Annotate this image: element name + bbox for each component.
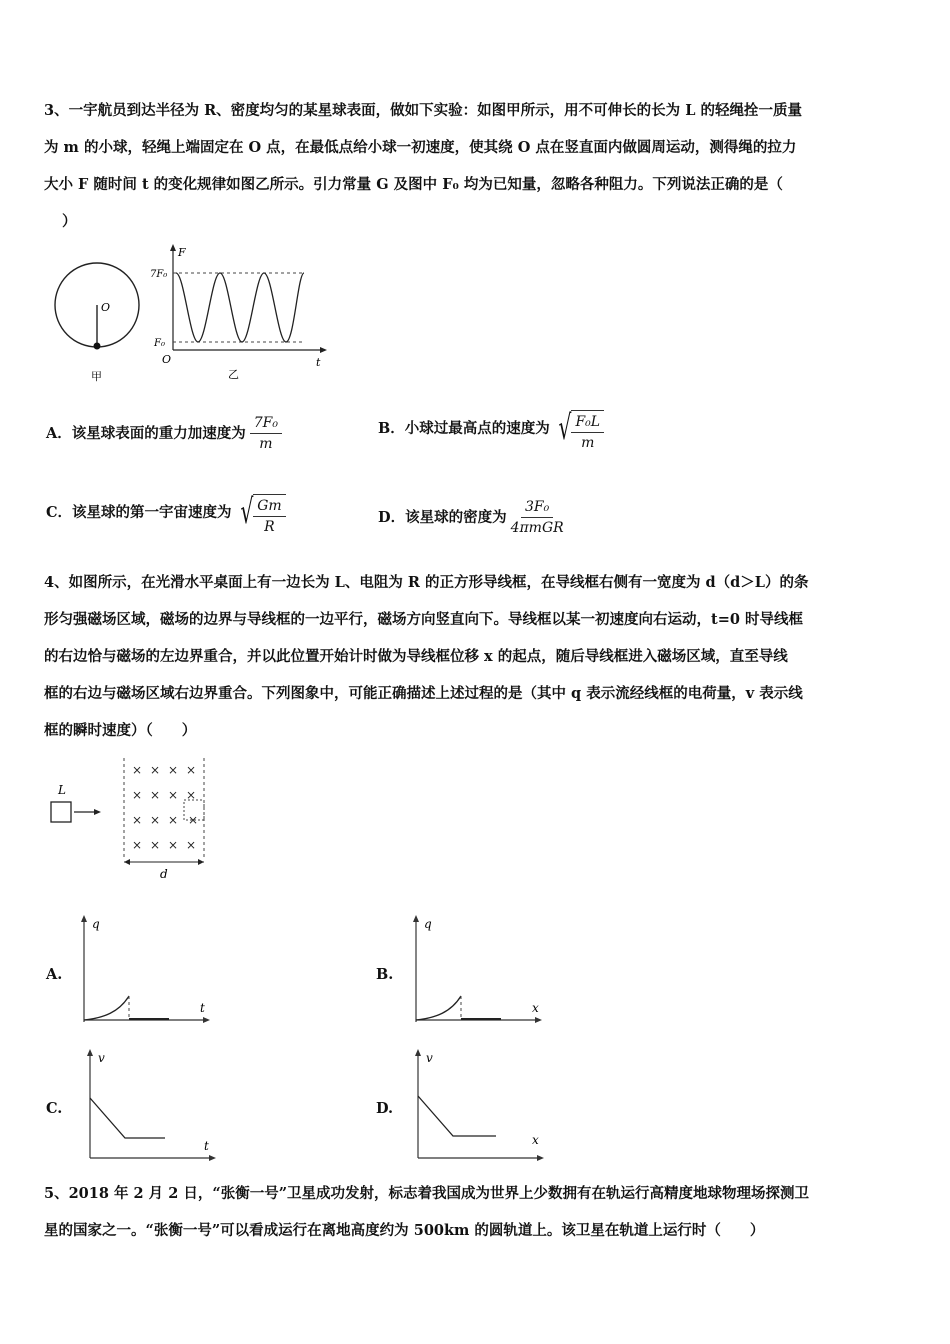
q3-line-2: 为 m 的小球，轻绳上端固定在 O 点，在最低点给小球一初速度，使其绕 O 点在竖直面内做圆周运动，测得绳的拉力	[44, 139, 797, 156]
field-crosses	[132, 763, 198, 852]
x-axis-label: x	[532, 1133, 539, 1147]
q4-option-a-label[interactable]: A.	[46, 966, 63, 983]
x-axis-arrow	[537, 1155, 544, 1161]
q-curve	[416, 996, 461, 1020]
y-axis-label: q	[92, 917, 100, 931]
v-curve	[418, 1096, 496, 1136]
q4-option-c-label[interactable]: C.	[46, 1100, 63, 1117]
svg-text:×: ×	[186, 838, 197, 852]
fraction-denominator: R	[264, 519, 275, 535]
t-axis-arrow	[320, 347, 327, 353]
dim-arrow-left	[124, 859, 130, 865]
q4-option-b-label[interactable]: B.	[376, 966, 394, 983]
svg-text:×: ×	[150, 788, 161, 802]
x-axis-label: t	[204, 1139, 209, 1153]
figure-frame-magnetic-field	[44, 756, 224, 886]
axis-t-label: t	[316, 356, 321, 369]
svg-text:×: ×	[150, 763, 161, 777]
q3-option-d[interactable]	[378, 498, 564, 537]
tick-7f0-label: 7F₀	[150, 269, 168, 280]
q3-option-c-sqrt	[236, 490, 286, 536]
q3-line-1: 3、一宇航员到达半径为 R、密度均匀的某星球表面，做如下实验：如图甲所示，用不可伸长的长为 L 的轻绳拴一质量	[44, 102, 802, 119]
q4-option-b-graph[interactable]	[406, 912, 546, 1027]
svg-text:×: ×	[186, 763, 197, 777]
q3-option-c[interactable]	[46, 490, 286, 536]
q3-option-a[interactable]	[46, 414, 282, 453]
square-frame	[51, 802, 71, 822]
sqrt-icon: √	[558, 408, 572, 448]
q3-option-b-sqrt	[554, 406, 604, 452]
q4-line-1: 4、如图所示，在光滑水平桌面上有一边长为 L、电阻为 R 的正方形导线框，在导线框右侧有一宽度为 d（d＞L）的条	[44, 574, 809, 591]
q3-option-d-text: D．该星球的密度为	[378, 508, 507, 526]
q-curve	[84, 996, 129, 1020]
q5-line-2: 星的国家之一。“张衡一号”可以看成运行在离地高度约为 500km 的圆轨道上。该卫星在轨道上运行时（ ）	[44, 1222, 765, 1239]
y-axis-label: v	[98, 1051, 105, 1065]
svg-text:×: ×	[186, 788, 197, 802]
svg-text:×: ×	[168, 813, 179, 827]
ball	[94, 343, 101, 350]
sqrt-icon: √	[239, 492, 253, 532]
question-3-stem	[44, 92, 910, 240]
svg-text:×: ×	[132, 838, 143, 852]
force-curve	[176, 273, 304, 342]
q3-option-d-fraction	[511, 498, 564, 537]
svg-text:×: ×	[168, 838, 179, 852]
fig-jia-label: 甲	[91, 370, 102, 383]
y-axis-arrow	[81, 915, 87, 922]
figure-jia-circle	[45, 262, 150, 387]
question-5-stem	[44, 1175, 910, 1249]
fraction-numerator: Gm	[253, 497, 285, 517]
q3-option-b[interactable]	[378, 406, 604, 452]
q4-line-3: 的右边恰与磁场的左边界重合，并以此位置开始计时做为导线框位移 x 的起点，随后导线框进入磁场区域，直至导线	[44, 648, 788, 665]
y-axis-label: v	[426, 1051, 433, 1065]
fraction-denominator: 4πmGR	[510, 520, 564, 536]
q3-option-c-text: C．该星球的第一宇宙速度为	[46, 504, 232, 521]
axis-f-label: F	[178, 246, 186, 259]
q4-option-c-graph[interactable]	[80, 1046, 220, 1164]
q4-option-d-graph[interactable]	[408, 1046, 548, 1164]
x-axis-label: t	[200, 1001, 205, 1015]
fraction-numerator: F₀L	[571, 413, 604, 433]
frame-side-label: L	[58, 783, 66, 797]
f-axis-arrow	[170, 244, 176, 251]
q3-line-4: ）	[62, 213, 77, 230]
fraction-numerator: 3F₀	[521, 498, 553, 518]
y-axis-arrow	[87, 1049, 93, 1056]
figure-yi-force-time-graph	[148, 242, 333, 382]
svg-text:×: ×	[150, 813, 161, 827]
v-curve	[90, 1098, 165, 1138]
svg-text:×: ×	[132, 763, 143, 777]
q4-line-2: 形匀强磁场区域，磁场的边界与导线框的一边平行，磁场方向竖直向下。导线框以某一初速度向右运动，t=0 时导线框	[44, 611, 803, 628]
svg-text:×: ×	[168, 788, 179, 802]
y-axis-label: q	[424, 917, 432, 931]
y-axis-arrow	[413, 915, 419, 922]
y-axis-arrow	[415, 1049, 421, 1056]
svg-text:×: ×	[132, 788, 143, 802]
tick-f0-label: F₀	[154, 338, 165, 349]
svg-text:×: ×	[150, 838, 161, 852]
origin-label: O	[162, 353, 172, 366]
x-axis-arrow	[535, 1017, 542, 1023]
fraction-denominator: m	[259, 436, 273, 452]
q3-line-3: 大小 F 随时间 t 的变化规律如图乙所示。引力常量 G 及图中 F₀ 均为已知量，忽略各种阻力。下列说法正确的是（	[44, 176, 783, 193]
velocity-arrow-head	[94, 809, 101, 815]
x-axis-arrow	[209, 1155, 216, 1161]
q3-option-a-fraction	[250, 414, 282, 453]
fraction-numerator: 7F₀	[250, 414, 282, 434]
fig-yi-label: 乙	[228, 368, 239, 381]
point-o-label: O	[101, 301, 111, 314]
x-axis-label: x	[532, 1001, 539, 1015]
fraction-denominator: m	[581, 435, 595, 451]
svg-text:×: ×	[168, 763, 179, 777]
q4-option-d-label[interactable]: D.	[376, 1100, 394, 1117]
width-label: d	[160, 867, 168, 881]
svg-text:×: ×	[132, 813, 143, 827]
dim-arrow-right	[198, 859, 204, 865]
q4-line-5: 框的瞬时速度）（ ）	[44, 722, 197, 739]
svg-text:×: ×	[188, 813, 199, 827]
x-axis-arrow	[203, 1017, 210, 1023]
q5-line-1: 5、2018 年 2 月 2 日，“张衡一号”卫星成功发射，标志着我国成为世界上少数拥有在轨运行高精度地球物理场探测卫	[44, 1185, 810, 1202]
q4-option-a-graph[interactable]	[74, 912, 214, 1027]
q3-option-a-text: A．该星球表面的重力加速度为	[46, 424, 246, 442]
question-4-stem	[44, 564, 910, 749]
q3-option-b-text: B．小球过最高点的速度为	[378, 420, 550, 437]
q4-line-4: 框的右边与磁场区域右边界重合。下列图象中，可能正确描述上述过程的是（其中 q 表示流经线框的电荷量，v 表示线	[44, 685, 803, 702]
